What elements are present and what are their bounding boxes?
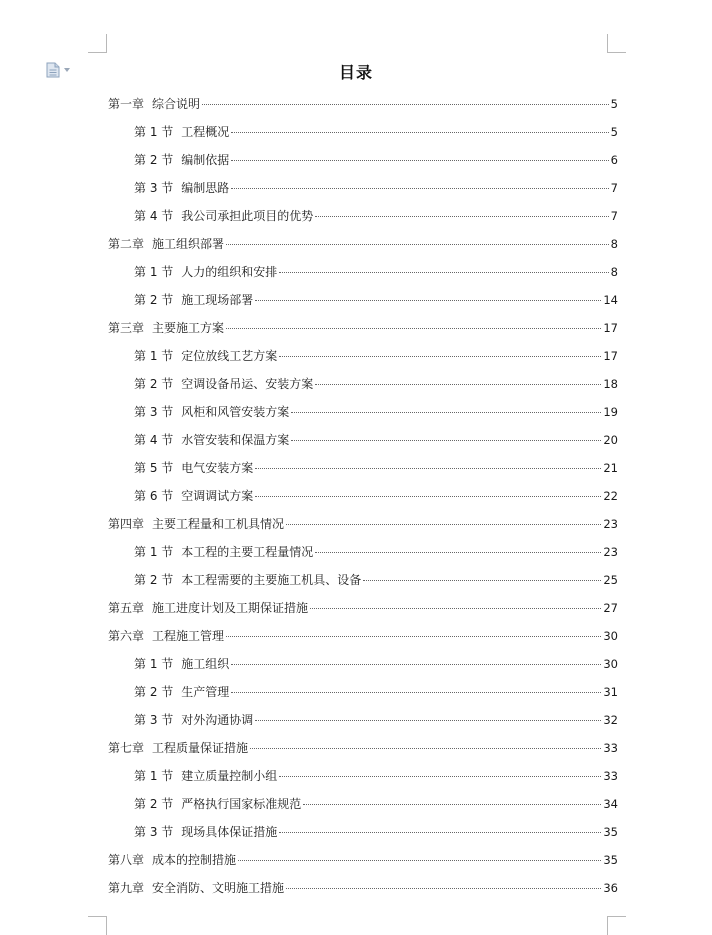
toc-page-number: 33 xyxy=(603,741,618,755)
toc-chapter-entry[interactable] xyxy=(108,236,618,264)
toc-section-entry[interactable] xyxy=(108,264,618,292)
crop-mark-top-left xyxy=(88,34,107,53)
toc-page-number: 6 xyxy=(610,153,618,167)
toc-section-entry[interactable] xyxy=(108,712,618,740)
toc-entry-number: 第 4 节 xyxy=(134,209,174,223)
toc-section-entry[interactable] xyxy=(108,572,618,600)
toc-entry-number: 第 1 节 xyxy=(134,265,174,279)
toc-entry-number: 第二章 xyxy=(108,237,145,251)
toc-entry-title: 工程施工管理 xyxy=(152,629,225,643)
toc-page-number: 5 xyxy=(610,125,618,139)
toc-entry-title: 现场具体保证措施 xyxy=(181,825,278,839)
toc-section-entry[interactable] xyxy=(108,180,618,208)
toc-page-number: 21 xyxy=(603,461,618,475)
toc-chapter-entry[interactable] xyxy=(108,600,618,628)
toc-page-number: 8 xyxy=(610,237,618,251)
dot-leader xyxy=(255,300,601,301)
toc-page-number: 31 xyxy=(603,685,618,699)
dot-leader xyxy=(255,468,601,469)
dot-leader xyxy=(315,216,608,217)
toc-section-entry[interactable] xyxy=(108,544,618,572)
table-of-contents xyxy=(108,96,618,908)
toc-page-number: 7 xyxy=(610,181,618,195)
dot-leader xyxy=(279,356,601,357)
toc-entry-title: 人力的组织和安排 xyxy=(181,265,278,279)
toc-entry-number: 第 2 节 xyxy=(134,797,174,811)
dot-leader xyxy=(250,748,601,749)
toc-entry-number: 第 5 节 xyxy=(134,461,174,475)
toc-entry-number: 第 1 节 xyxy=(134,657,174,671)
toc-section-entry[interactable] xyxy=(108,404,618,432)
toc-entry-title: 安全消防、文明施工措施 xyxy=(152,881,285,895)
toc-entry-number: 第 2 节 xyxy=(134,153,174,167)
toc-section-entry[interactable] xyxy=(108,656,618,684)
toc-entry-title: 对外沟通协调 xyxy=(181,713,254,727)
toc-section-entry[interactable] xyxy=(108,124,618,152)
toc-entry-number: 第七章 xyxy=(108,741,145,755)
toc-entry-number: 第 6 节 xyxy=(134,489,174,503)
toc-entry-title: 主要施工方案 xyxy=(152,321,225,335)
toc-page-number: 35 xyxy=(603,825,618,839)
toc-entry-number: 第一章 xyxy=(108,97,145,111)
toc-entry-title: 施工现场部署 xyxy=(181,293,254,307)
toc-page-number: 33 xyxy=(603,769,618,783)
toc-page-number: 23 xyxy=(603,545,618,559)
toc-section-entry[interactable] xyxy=(108,432,618,460)
toc-page-number: 17 xyxy=(603,349,618,363)
dot-leader xyxy=(202,104,609,105)
dot-leader xyxy=(238,860,601,861)
toc-chapter-entry[interactable] xyxy=(108,96,618,124)
toc-entry-title: 风柜和风管安装方案 xyxy=(181,405,290,419)
toc-entry-title: 编制依据 xyxy=(181,153,230,167)
toc-entry-number: 第 2 节 xyxy=(134,573,174,587)
toc-entry-title: 编制思路 xyxy=(181,181,230,195)
toc-entry-title: 空调设备吊运、安装方案 xyxy=(181,377,314,391)
toc-chapter-entry[interactable] xyxy=(108,516,618,544)
toc-section-entry[interactable] xyxy=(108,684,618,712)
toc-section-entry[interactable] xyxy=(108,460,618,488)
toc-section-entry[interactable] xyxy=(108,292,618,320)
toc-entry-title: 施工组织部署 xyxy=(152,237,225,251)
toc-entry-number: 第三章 xyxy=(108,321,145,335)
toc-entry-number: 第九章 xyxy=(108,881,145,895)
toc-section-entry[interactable] xyxy=(108,208,618,236)
dot-leader xyxy=(255,720,601,721)
toc-entry-number: 第 3 节 xyxy=(134,181,174,195)
toc-section-entry[interactable] xyxy=(108,824,618,852)
dot-leader xyxy=(363,580,601,581)
dot-leader xyxy=(231,132,608,133)
toc-entry-number: 第 2 节 xyxy=(134,293,174,307)
dot-leader xyxy=(315,552,601,553)
toc-entry-title: 水管安装和保温方案 xyxy=(181,433,290,447)
toc-entry-number: 第 1 节 xyxy=(134,769,174,783)
dot-leader xyxy=(226,636,601,637)
toc-entry-number: 第 3 节 xyxy=(134,713,174,727)
toc-page-number: 25 xyxy=(603,573,618,587)
toc-entry-number: 第八章 xyxy=(108,853,145,867)
toc-section-entry[interactable] xyxy=(108,796,618,824)
toc-entry-number: 第 3 节 xyxy=(134,405,174,419)
dot-leader xyxy=(310,608,601,609)
toc-page-number: 17 xyxy=(603,321,618,335)
toc-page-number: 30 xyxy=(603,629,618,643)
dot-leader xyxy=(231,664,601,665)
toc-entry-number: 第 2 节 xyxy=(134,685,174,699)
dot-leader xyxy=(231,160,608,161)
dot-leader xyxy=(279,776,601,777)
toc-section-entry[interactable] xyxy=(108,768,618,796)
toc-page-number: 7 xyxy=(610,209,618,223)
dot-leader xyxy=(226,328,601,329)
toc-entry-title: 工程概况 xyxy=(181,125,230,139)
toc-page-number: 14 xyxy=(603,293,618,307)
toc-page-number: 19 xyxy=(603,405,618,419)
dot-leader xyxy=(291,412,601,413)
toc-entry-number: 第 4 节 xyxy=(134,433,174,447)
dot-leader xyxy=(279,272,608,273)
dot-leader xyxy=(226,244,609,245)
toc-entry-title: 工程质量保证措施 xyxy=(152,741,249,755)
toc-section-entry[interactable] xyxy=(108,348,618,376)
toc-entry-title: 建立质量控制小组 xyxy=(181,769,278,783)
toc-entry-number: 第 1 节 xyxy=(134,349,174,363)
toc-page-number: 5 xyxy=(610,97,618,111)
toc-entry-title: 生产管理 xyxy=(181,685,230,699)
toc-entry-title: 成本的控制措施 xyxy=(152,853,237,867)
toc-entry-title: 电气安装方案 xyxy=(181,461,254,475)
toc-page-number: 18 xyxy=(603,377,618,391)
toc-section-entry[interactable] xyxy=(108,152,618,180)
toc-page-number: 8 xyxy=(610,265,618,279)
toc-entry-title: 严格执行国家标准规范 xyxy=(181,797,302,811)
dot-leader xyxy=(291,440,601,441)
toc-entry-title: 综合说明 xyxy=(152,97,201,111)
dot-leader xyxy=(231,692,601,693)
toc-entry-number: 第 1 节 xyxy=(134,545,174,559)
toc-entry-title: 空调调试方案 xyxy=(181,489,254,503)
toc-page-number: 36 xyxy=(603,881,618,895)
toc-entry-title: 主要工程量和工机具情况 xyxy=(152,517,285,531)
dot-leader xyxy=(255,496,601,497)
toc-entry-number: 第 2 节 xyxy=(134,377,174,391)
toc-entry-title: 施工组织 xyxy=(181,657,230,671)
toc-page-number: 27 xyxy=(603,601,618,615)
toc-entry-number: 第六章 xyxy=(108,629,145,643)
toc-page-number: 30 xyxy=(603,657,618,671)
toc-page-number: 23 xyxy=(603,517,618,531)
toc-section-entry[interactable] xyxy=(108,376,618,404)
toc-chapter-entry[interactable] xyxy=(108,852,618,880)
toc-entry-number: 第 1 节 xyxy=(134,125,174,139)
crop-mark-bottom-left xyxy=(88,916,107,935)
toc-page-number: 34 xyxy=(603,797,618,811)
dot-leader xyxy=(231,188,608,189)
toc-page-number: 22 xyxy=(603,489,618,503)
toc-chapter-entry[interactable] xyxy=(108,628,618,656)
dot-leader xyxy=(286,888,601,889)
toc-entry-title: 定位放线工艺方案 xyxy=(181,349,278,363)
toc-page-number: 32 xyxy=(603,713,618,727)
toc-page-number: 35 xyxy=(603,853,618,867)
toc-entry-title: 本工程需要的主要施工机具、设备 xyxy=(181,573,362,587)
toc-entry-title: 我公司承担此项目的优势 xyxy=(181,209,314,223)
toc-entry-number: 第 3 节 xyxy=(134,825,174,839)
page-title: 目录 xyxy=(338,63,373,82)
dot-leader xyxy=(279,832,601,833)
toc-entry-number: 第五章 xyxy=(108,601,145,615)
crop-mark-bottom-right xyxy=(607,916,626,935)
dot-leader xyxy=(303,804,601,805)
toc-entry-title: 施工进度计划及工期保证措施 xyxy=(152,601,309,615)
toc-entry-number: 第四章 xyxy=(108,517,145,531)
toc-chapter-entry[interactable] xyxy=(108,740,618,768)
toc-section-entry[interactable] xyxy=(108,488,618,516)
crop-mark-top-right xyxy=(607,34,626,53)
dot-leader xyxy=(315,384,601,385)
toc-page-number: 20 xyxy=(603,433,618,447)
toc-chapter-entry[interactable] xyxy=(108,880,618,908)
dot-leader xyxy=(286,524,601,525)
toc-entry-title: 本工程的主要工程量情况 xyxy=(181,545,314,559)
toc-chapter-entry[interactable] xyxy=(108,320,618,348)
